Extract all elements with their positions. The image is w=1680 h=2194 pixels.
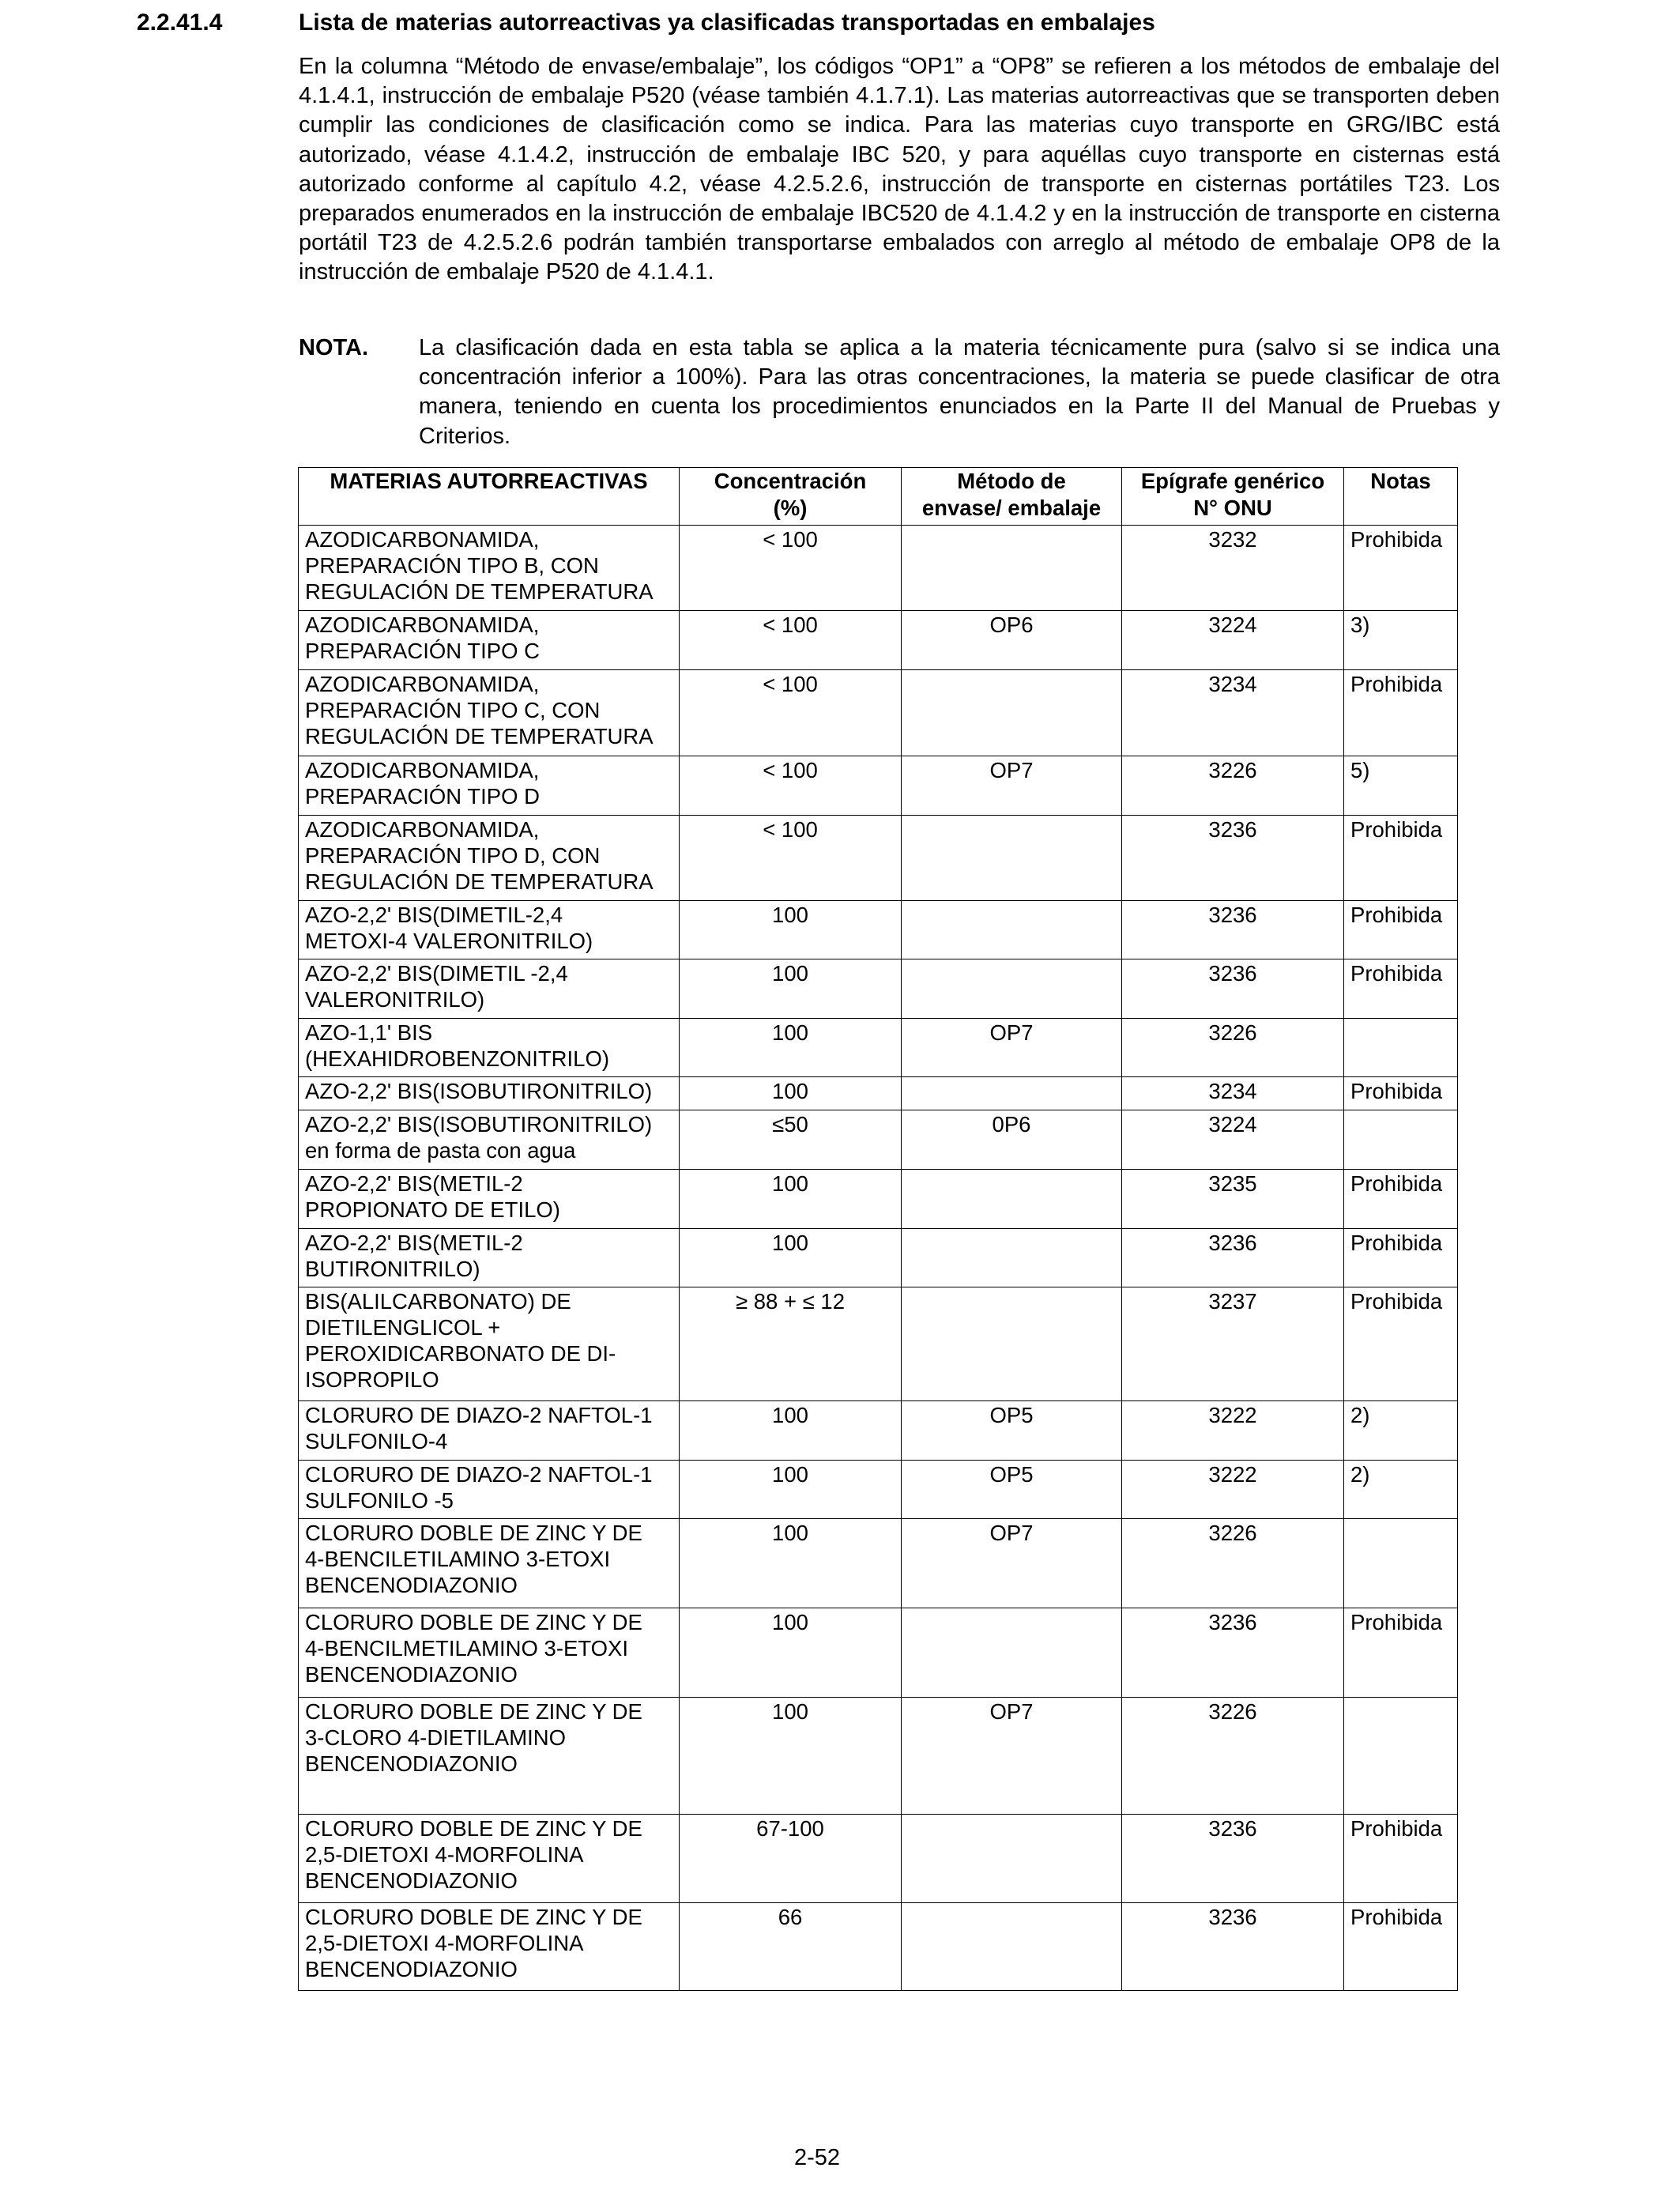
header-line: N° ONU <box>1193 496 1272 520</box>
cell-substance <box>299 816 680 901</box>
substance-name-line: AZO-2,2' BIS(METIL-2 <box>305 1171 523 1196</box>
cell-substance <box>299 1903 680 1991</box>
cell-un-number: 3224 <box>1122 1110 1344 1170</box>
cell-substance <box>299 1461 680 1519</box>
substance-name-line: BUTIRONITRILO) <box>305 1257 480 1281</box>
cell-concentration: < 100 <box>680 670 902 756</box>
cell-substance <box>299 1519 680 1608</box>
substance-name-line: CLORURO DOBLE DE ZINC Y DE <box>305 1521 642 1545</box>
cell-substance <box>299 1170 680 1229</box>
substance-name-line: METOXI-4 VALERONITRILO) <box>305 929 593 953</box>
cell-un-number: 3235 <box>1122 1170 1344 1229</box>
table-row <box>299 611 1458 670</box>
header-line: Epígrafe genérico <box>1140 469 1325 493</box>
cell-substance <box>299 1229 680 1287</box>
substance-name-line: PEROXIDICARBONATO DE DI- <box>305 1341 616 1366</box>
substance-name-line: CLORURO DOBLE DE ZINC Y DE <box>305 1816 642 1841</box>
cell-packing-method <box>902 1815 1122 1903</box>
cell-un-number: 3222 <box>1122 1461 1344 1519</box>
cell-concentration: 100 <box>680 1608 902 1698</box>
substance-name-line: PROPIONATO DE ETILO) <box>305 1197 560 1222</box>
cell-packing-method <box>902 670 1122 756</box>
cell-un-number: 3234 <box>1122 1077 1344 1110</box>
cell-un-number: 3226 <box>1122 756 1344 816</box>
cell-notes: Prohibida <box>1344 1229 1458 1287</box>
substance-name-line: REGULACIÓN DE TEMPERATURA <box>305 869 654 894</box>
cell-notes: Prohibida <box>1344 816 1458 901</box>
substance-name-line: en forma de pasta con agua <box>305 1138 576 1163</box>
cell-packing-method <box>902 816 1122 901</box>
substance-name-line: BENCENODIAZONIO <box>305 1868 518 1893</box>
section-title: Lista de materias autorreactivas ya clasificadas transportadas en embalajes <box>299 9 1155 36</box>
cell-substance <box>299 756 680 816</box>
substance-name-line: AZODICARBONAMIDA, <box>305 527 540 552</box>
cell-un-number: 3236 <box>1122 816 1344 901</box>
header-line: Método de <box>957 469 1066 493</box>
cell-un-number: 3226 <box>1122 1019 1344 1077</box>
substance-name-line: AZO-2,2' BIS(ISOBUTIRONITRILO) <box>305 1112 653 1137</box>
cell-packing-method: 0P6 <box>902 1110 1122 1170</box>
table-row <box>299 1698 1458 1815</box>
cell-notes: Prohibida <box>1344 1170 1458 1229</box>
page-number: 2-52 <box>793 2145 841 2170</box>
header-line: Concentración <box>714 469 867 493</box>
cell-packing-method: OP7 <box>902 1519 1122 1608</box>
cell-substance <box>299 1077 680 1110</box>
cell-concentration: 100 <box>680 1519 902 1608</box>
cell-packing-method: OP6 <box>902 611 1122 670</box>
header-line: Notas <box>1370 469 1431 493</box>
cell-concentration: < 100 <box>680 526 902 611</box>
cell-packing-method <box>902 901 1122 959</box>
substance-name-line: CLORURO DOBLE DE ZINC Y DE <box>305 1905 642 1929</box>
cell-un-number: 3226 <box>1122 1519 1344 1608</box>
table-row <box>299 1077 1458 1110</box>
cell-packing-method: OP5 <box>902 1461 1122 1519</box>
cell-notes: Prohibida <box>1344 959 1458 1019</box>
substance-name-line: SULFONILO -5 <box>305 1488 454 1513</box>
intro-paragraph: En la columna “Método de envase/embalaje”, los códigos “OP1” a “OP8” se refieren a los métodos de embalaje del 4.1.4.1, instrucción de embalaje P520 (véase también 4.1.7.1). Las materias autorreactivas que se transporten deben cumplir las condiciones de clasificación como se indica. Para las materias cuyo transporte en GRG/IBC está autorizado, véase 4.1.4.2, instrucción de embalaje IBC 520, y para aquéllas cuyo transporte en cisternas está autorizado conforme al capítulo 4.2, véase 4.2.5.2.6, instrucción de transporte en cisternas portátiles T23. Los preparados enumerados en la instrucción de embalaje IBC520 de 4.1.4.2 y en la instrucción de transporte en cisterna portátil T23 de 4.2.5.2.6 podrán también transportarse embalados con arreglo al método de embalaje OP8 de la instrucción de embalaje P520 de 4.1.4.1. <box>299 54 1500 285</box>
cell-concentration: 100 <box>680 1461 902 1519</box>
cell-concentration: 100 <box>680 1077 902 1110</box>
note-text: La clasificación dada en esta tabla se aplica a la materia técnicamente pura (salvo si se indica una concentración inferior a 100%). Para las otras concentraciones, la materia se puede clasificar de otra manera, teniendo en cuenta los procedimientos enunciados en la Parte II del Manual de Pruebas y Criterios. <box>419 335 1500 449</box>
substance-name-line: AZO-2,2' BIS(METIL-2 <box>305 1231 523 1255</box>
cell-notes <box>1344 1110 1458 1170</box>
cell-packing-method: OP7 <box>902 1019 1122 1077</box>
table-row <box>299 1815 1458 1903</box>
cell-substance <box>299 670 680 756</box>
table-header <box>299 468 1458 526</box>
cell-un-number: 3236 <box>1122 901 1344 959</box>
substance-name-line: REGULACIÓN DE TEMPERATURA <box>305 724 654 748</box>
cell-concentration: 100 <box>680 1698 902 1815</box>
table-row <box>299 1608 1458 1698</box>
table-row <box>299 1903 1458 1991</box>
cell-notes: Prohibida <box>1344 1287 1458 1401</box>
substance-name-line: AZO-1,1' BIS <box>305 1020 433 1045</box>
cell-substance <box>299 1698 680 1815</box>
table-row <box>299 1229 1458 1287</box>
substance-name-line: CLORURO DE DIAZO-2 NAFTOL-1 <box>305 1403 653 1427</box>
cell-concentration: 100 <box>680 1019 902 1077</box>
substance-name-line: VALERONITRILO) <box>305 987 485 1012</box>
self-reactive-substances-table <box>298 467 1458 1991</box>
substance-name-line: BENCENODIAZONIO <box>305 1751 518 1776</box>
cell-substance <box>299 1401 680 1461</box>
cell-un-number: 3226 <box>1122 1698 1344 1815</box>
cell-concentration: < 100 <box>680 816 902 901</box>
cell-packing-method <box>902 1229 1122 1287</box>
cell-concentration: 100 <box>680 959 902 1019</box>
cell-notes: Prohibida <box>1344 1903 1458 1991</box>
cell-packing-method: OP7 <box>902 756 1122 816</box>
substance-name-line: BENCENODIAZONIO <box>305 1662 518 1687</box>
cell-substance <box>299 1287 680 1401</box>
table-row <box>299 670 1458 756</box>
substance-name-line: AZODICARBONAMIDA, <box>305 672 540 696</box>
substance-name-line: 2,5-DIETOXI 4-MORFOLINA <box>305 1842 584 1867</box>
cell-un-number: 3232 <box>1122 526 1344 611</box>
cell-packing-method <box>902 1170 1122 1229</box>
header-substances <box>299 468 680 526</box>
cell-substance <box>299 1608 680 1698</box>
substance-name-line: SULFONILO-4 <box>305 1429 448 1453</box>
substance-name-line: 2,5-DIETOXI 4-MORFOLINA <box>305 1931 584 1955</box>
table-row <box>299 901 1458 959</box>
table-row <box>299 1110 1458 1170</box>
substance-name-line: 3-CLORO 4-DIETILAMINO <box>305 1725 567 1750</box>
cell-notes: Prohibida <box>1344 901 1458 959</box>
cell-concentration: 100 <box>680 1229 902 1287</box>
cell-concentration: ≤50 <box>680 1110 902 1170</box>
cell-substance <box>299 901 680 959</box>
cell-un-number: 3236 <box>1122 1903 1344 1991</box>
substance-name-line: CLORURO DE DIAZO-2 NAFTOL-1 <box>305 1462 653 1487</box>
cell-concentration: ≥ 88 + ≤ 12 <box>680 1287 902 1401</box>
cell-substance <box>299 611 680 670</box>
substance-name-line: REGULACIÓN DE TEMPERATURA <box>305 579 654 604</box>
substance-name-line: AZODICARBONAMIDA, <box>305 758 540 782</box>
table-row <box>299 959 1458 1019</box>
cell-un-number: 3236 <box>1122 959 1344 1019</box>
table-row <box>299 1401 1458 1461</box>
cell-notes: 3) <box>1344 611 1458 670</box>
substance-name-line: AZO-2,2' BIS(ISOBUTIRONITRILO) <box>305 1079 653 1103</box>
table-row <box>299 526 1458 611</box>
cell-packing-method <box>902 1608 1122 1698</box>
cell-un-number: 3234 <box>1122 670 1344 756</box>
cell-un-number: 3236 <box>1122 1608 1344 1698</box>
cell-un-number: 3224 <box>1122 611 1344 670</box>
cell-notes: 5) <box>1344 756 1458 816</box>
cell-un-number: 3237 <box>1122 1287 1344 1401</box>
cell-notes: Prohibida <box>1344 1815 1458 1903</box>
cell-notes: Prohibida <box>1344 1608 1458 1698</box>
cell-concentration: 100 <box>680 1401 902 1461</box>
table-row <box>299 1170 1458 1229</box>
substance-name-line: (HEXAHIDROBENZONITRILO) <box>305 1046 610 1071</box>
substance-name-line: 4-BENCILETILAMINO 3-ETOXI <box>305 1547 611 1571</box>
table-row <box>299 816 1458 901</box>
cell-un-number: 3236 <box>1122 1815 1344 1903</box>
cell-notes: Prohibida <box>1344 670 1458 756</box>
cell-packing-method <box>902 1287 1122 1401</box>
cell-notes <box>1344 1019 1458 1077</box>
cell-substance <box>299 959 680 1019</box>
cell-un-number: 3222 <box>1122 1401 1344 1461</box>
table-row <box>299 756 1458 816</box>
cell-notes <box>1344 1698 1458 1815</box>
cell-notes: 2) <box>1344 1461 1458 1519</box>
header-un-entry <box>1122 468 1344 526</box>
substance-name-line: ISOPROPILO <box>305 1367 439 1392</box>
cell-concentration: < 100 <box>680 611 902 670</box>
substance-name-line: PREPARACIÓN TIPO D <box>305 784 540 809</box>
cell-concentration: 67-100 <box>680 1815 902 1903</box>
substance-name-line: AZO-2,2' BIS(DIMETIL -2,4 <box>305 961 568 986</box>
cell-substance <box>299 1815 680 1903</box>
substance-name-line: DIETILENGLICOL + <box>305 1315 501 1340</box>
cell-notes: Prohibida <box>1344 1077 1458 1110</box>
table-row <box>299 1519 1458 1608</box>
cell-substance <box>299 526 680 611</box>
cell-packing-method <box>902 526 1122 611</box>
table-body <box>299 526 1458 1991</box>
table-row <box>299 1019 1458 1077</box>
substance-name-line: BENCENODIAZONIO <box>305 1573 518 1597</box>
substance-name-line: AZO-2,2' BIS(DIMETIL-2,4 <box>305 903 563 927</box>
cell-concentration: 100 <box>680 901 902 959</box>
cell-substance <box>299 1019 680 1077</box>
cell-concentration: 66 <box>680 1903 902 1991</box>
substance-name-line: AZODICARBONAMIDA, <box>305 613 540 637</box>
substance-name-line: CLORURO DOBLE DE ZINC Y DE <box>305 1699 642 1724</box>
substance-name-line: CLORURO DOBLE DE ZINC Y DE <box>305 1610 642 1634</box>
table-row <box>299 1287 1458 1401</box>
cell-notes <box>1344 1519 1458 1608</box>
substance-name-line: PREPARACIÓN TIPO B, CON <box>305 553 599 578</box>
cell-concentration: 100 <box>680 1170 902 1229</box>
table-header-row <box>299 468 1458 526</box>
cell-concentration: < 100 <box>680 756 902 816</box>
substance-name-line: BIS(ALILCARBONATO) DE <box>305 1289 571 1314</box>
header-line: MATERIAS AUTORREACTIVAS <box>330 469 648 493</box>
substance-name-line: PREPARACIÓN TIPO D, CON <box>305 843 601 868</box>
header-line: envase/ embalaje <box>921 496 1102 520</box>
substance-name-line: BENCENODIAZONIO <box>305 1957 518 1981</box>
cell-packing-method <box>902 1077 1122 1110</box>
table-row <box>299 1461 1458 1519</box>
header-notes <box>1344 468 1458 526</box>
section-number: 2.2.41.4 <box>137 9 223 36</box>
header-concentration <box>680 468 902 526</box>
cell-un-number: 3236 <box>1122 1229 1344 1287</box>
substance-name-line: 4-BENCILMETILAMINO 3-ETOXI <box>305 1636 629 1661</box>
cell-notes: 2) <box>1344 1401 1458 1461</box>
substance-name-line: PREPARACIÓN TIPO C, CON <box>305 698 601 722</box>
cell-packing-method <box>902 1903 1122 1991</box>
note-label: NOTA. <box>299 335 369 360</box>
cell-packing-method: OP7 <box>902 1698 1122 1815</box>
cell-packing-method <box>902 959 1122 1019</box>
cell-substance <box>299 1110 680 1170</box>
substance-name-line: AZODICARBONAMIDA, <box>305 817 540 842</box>
substance-name-line: PREPARACIÓN TIPO C <box>305 639 540 663</box>
cell-notes: Prohibida <box>1344 526 1458 611</box>
cell-packing-method: OP5 <box>902 1401 1122 1461</box>
header-packing-method <box>902 468 1122 526</box>
header-line: (%) <box>773 496 808 520</box>
